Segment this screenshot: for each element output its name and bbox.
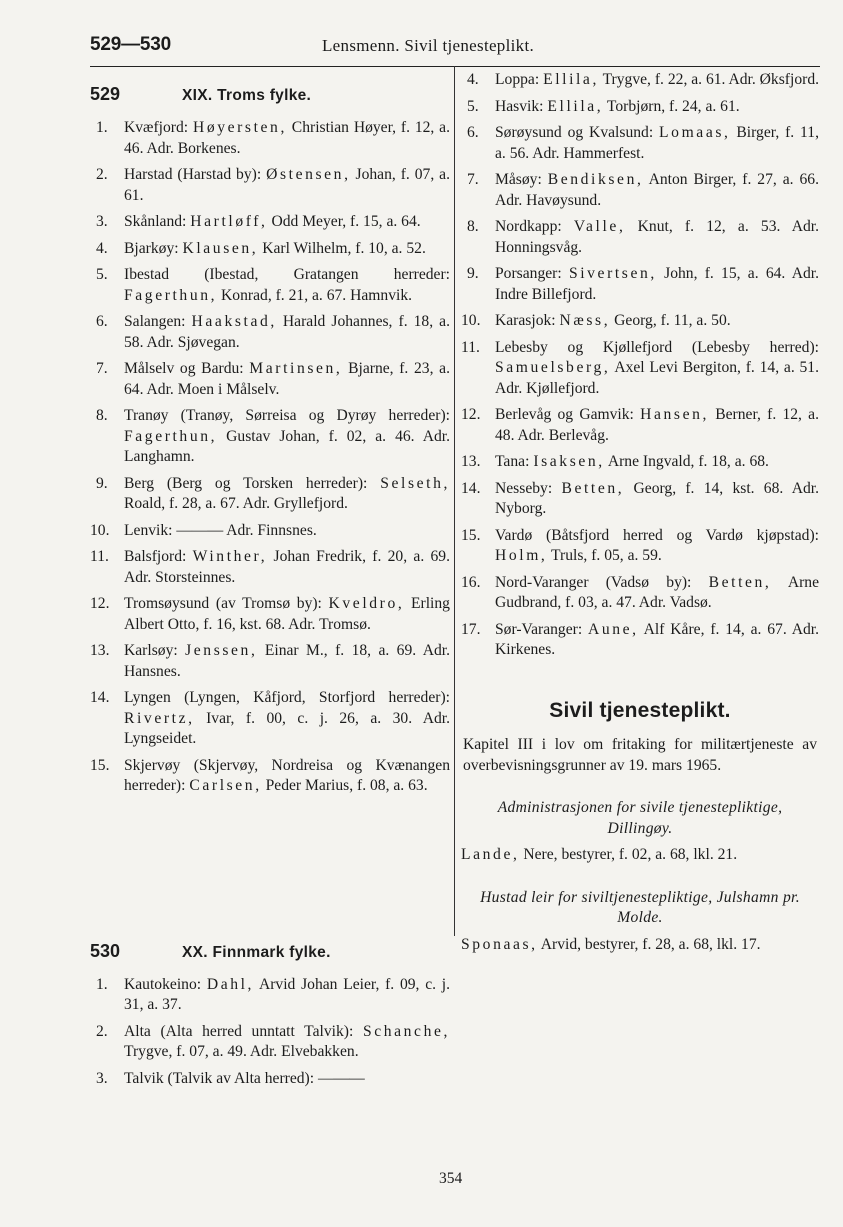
section-number: 529 [90, 84, 121, 104]
entry-details: Gustav Johan, f. 02, a. 46. Adr. Langhamn. [124, 427, 450, 465]
item-number: 5. [467, 97, 479, 115]
item-number: 12. [90, 595, 110, 612]
item-number: 10. [90, 521, 110, 539]
district-name: Balsfjord: [124, 548, 187, 565]
item-number: 12. [461, 406, 481, 423]
district-name: Berg (Berg og Torsken herreder): [124, 474, 368, 492]
district-name: Karasjok: [495, 312, 556, 329]
entry-details: Georg, f. 11, a. 50. [614, 312, 731, 329]
person-name: Fagerthun, [124, 427, 218, 445]
list-item [90, 688, 450, 750]
list-item [461, 70, 819, 91]
item-number: 15. [90, 756, 110, 774]
person-name: Fagerthun, [124, 286, 218, 304]
person-name: Dahl, [206, 975, 255, 993]
office-heading: Administrasjonen for sivile tjenestepliktige, Dillingøy. [497, 799, 783, 837]
person-name: Selseth, [380, 474, 450, 492]
list-item [90, 521, 450, 542]
list-item [90, 239, 450, 260]
entry-details: Arvid Johan Leier, f. 09, c. j. 31, a. 37. [124, 975, 450, 1013]
page-range: 529—530 [90, 34, 172, 55]
district-name: Berlevåg og Gamvik: [495, 406, 634, 423]
district-name: Bjarkøy: [124, 239, 179, 257]
list-item [461, 217, 819, 258]
list-item [90, 312, 450, 353]
list-item [90, 265, 450, 306]
list-item [461, 338, 819, 400]
entry-details: Harald Johannes, f. 18, a. 58. Adr. Sjøvegan. [124, 313, 450, 351]
list-item [461, 405, 819, 446]
item-number: 17. [461, 620, 481, 638]
office-entry [461, 845, 819, 866]
district-name: Harstad (Harstad by): [124, 166, 262, 183]
person-name: Sponaas, [461, 935, 538, 953]
person-name: Rivertz, [124, 709, 195, 727]
item-number: 9. [96, 474, 108, 492]
column-gap [90, 803, 450, 941]
entry-details: Berner, f. 12, a. 48. Adr. Berlevåg. [495, 406, 819, 444]
item-number: 14. [90, 689, 110, 706]
district-name: Tromsøysund (av Tromsø by): [124, 595, 322, 612]
person-name: Kveldro, [328, 595, 405, 612]
entry-details: ——— [317, 1069, 365, 1087]
item-number: 4. [96, 239, 108, 257]
district-name: Kautokeino: [124, 975, 202, 993]
column-divider [454, 66, 455, 936]
list-item [461, 452, 819, 473]
list-item [90, 359, 450, 400]
troms-list [90, 118, 450, 797]
district-name: Sør-Varanger: [495, 620, 583, 638]
entry-details: Birger, f. 11, a. 56. Adr. Hammerfest. [495, 124, 819, 162]
district-name: Salangen: [124, 313, 186, 330]
entry-details: Bjarne, f. 23, a. 64. Adr. Moen i Målselv. [124, 360, 450, 398]
person-name: Bendiksen, [547, 171, 644, 188]
district-name: Skjervøy (Skjervøy, Nordreisa og Kvænangen herreder): [124, 756, 450, 794]
list-item [90, 474, 450, 515]
person-name: Winther, [192, 548, 268, 565]
district-name: Porsanger: [495, 265, 562, 282]
entry-details: Torbjørn, f. 24, a. 61. [606, 97, 740, 115]
item-number: 8. [467, 218, 479, 235]
entry-details: Roald, f. 28, a. 67. Adr. Gryllefjord. [124, 495, 348, 512]
entry-details: Nere, bestyrer, f. 02, a. 68, lkl. 21. [523, 846, 738, 863]
person-name: Samuelsberg, [495, 359, 611, 376]
person-name: Hartløff, [190, 213, 268, 230]
section-heading-troms [90, 84, 450, 118]
list-item [90, 975, 450, 1016]
person-name: Lande, [461, 846, 520, 863]
list-item [461, 264, 819, 305]
list-item [461, 123, 819, 164]
district-name: Talvik (Talvik av Alta herred): [124, 1069, 315, 1087]
district-name: Tranøy (Tranøy, Sørreisa og Dyrøy herreder): [124, 407, 450, 424]
entry-details: Knut, f. 12, a. 53. Adr. Honningsvåg. [495, 218, 820, 256]
entry-details: Ivar, f. 00, c. j. 26, a. 30. Adr. Lyngseidet. [124, 709, 450, 747]
item-number: 6. [467, 124, 479, 141]
entry-details: Arne Gudbrand, f. 03, a. 47. Adr. Vadsø. [495, 573, 819, 611]
district-name: Kvæfjord: [124, 119, 189, 136]
district-name: Hasvik: [495, 97, 544, 115]
entry-details: Georg, f. 14, kst. 68. Adr. Nyborg. [495, 479, 819, 517]
entry-details: John, f. 15, a. 64. Adr. Indre Billefjord. [495, 265, 819, 303]
item-number: 8. [96, 407, 108, 424]
item-number: 2. [96, 166, 108, 183]
item-number: 11. [461, 338, 480, 356]
section-title: XIX. Troms fylke. [182, 87, 312, 104]
office-entry [461, 935, 819, 956]
person-name: Hansen, [640, 406, 709, 423]
entry-details: Trygve, f. 22, a. 61. Adr. Øksfjord. [602, 71, 820, 88]
district-name: Lyngen (Lyngen, Kåfjord, Storfjord herreder): [124, 689, 450, 706]
item-number: 3. [96, 213, 108, 230]
district-name: Vardø (Båtsfjord herred og Vardø kjøpstad): [495, 526, 819, 544]
district-name: Alta (Alta herred unntatt Talvik): [124, 1022, 354, 1040]
item-number: 7. [467, 171, 479, 188]
person-name: Haakstad, [191, 313, 277, 330]
person-name: Østensen, [266, 166, 351, 183]
list-item [461, 97, 819, 118]
civil-service-heading: Sivil tjenesteplikt. [549, 698, 731, 722]
district-name: Ibestad (Ibestad, Gratangen herreder: [124, 266, 450, 283]
item-number: 15. [461, 526, 481, 544]
section-heading-finnmark [90, 941, 450, 975]
entry-details: Einar M., f. 18, a. 69. Adr. Hansnes. [124, 642, 450, 680]
list-item [461, 526, 819, 567]
entry-details: Anton Birger, f. 27, a. 66. Adr. Havøysund. [495, 171, 819, 209]
list-item [461, 573, 819, 614]
item-number: 1. [96, 119, 108, 136]
item-number: 9. [467, 265, 479, 282]
district-name: Nord-Varanger (Vadsø by): [495, 573, 692, 591]
entry-details: Erling Albert Otto, f. 16, kst. 68. Adr. Tromsø. [124, 595, 450, 633]
left-column [90, 84, 450, 1095]
district-name: Målselv og Bardu: [124, 360, 244, 377]
list-item [90, 406, 450, 468]
person-name: Betten, [708, 573, 772, 591]
entry-details: Arne Ingvald, f. 18, a. 68. [607, 453, 769, 470]
list-item [90, 1022, 450, 1063]
district-name: Sørøysund og Kvalsund: [495, 124, 654, 141]
list-item [461, 620, 819, 661]
entry-details: Trygve, f. 07, a. 49. Adr. Elvebakken. [124, 1043, 359, 1060]
entry-details: Odd Meyer, f. 15, a. 64. [271, 213, 421, 230]
page-header [90, 34, 820, 64]
item-number: 10. [461, 312, 481, 329]
office-hustad [461, 888, 819, 956]
page-number: 354 [439, 1170, 463, 1187]
person-name: Betten, [561, 479, 625, 497]
person-name: Klausen, [182, 239, 259, 257]
item-number: 11. [90, 548, 109, 565]
district-name: Lenvik: [124, 521, 173, 539]
entry-details: Konrad, f. 21, a. 67. Hamnvik. [221, 286, 413, 304]
person-name: Aune, [588, 620, 639, 638]
district-name: Måsøy: [495, 171, 542, 188]
right-column [461, 70, 819, 955]
item-number: 7. [96, 360, 108, 377]
list-item [90, 547, 450, 588]
person-name: Lomaas, [659, 124, 731, 141]
item-number: 4. [467, 71, 479, 88]
person-name: Schanche, [362, 1022, 450, 1040]
item-number: 14. [461, 479, 481, 497]
district-name: Nesseby: [495, 479, 553, 497]
office-heading: Hustad leir for siviltjenestepliktige, Julshamn pr. Molde. [480, 888, 800, 926]
list-item [461, 170, 819, 211]
section-number: 530 [90, 940, 121, 961]
item-number: 5. [96, 266, 108, 283]
item-number: 13. [90, 642, 110, 659]
district-name: Loppa: [495, 71, 540, 88]
item-number: 1. [96, 975, 108, 993]
person-name: Sivertsen, [568, 265, 657, 282]
person-name: Høyersten, [192, 119, 287, 136]
header-rule [90, 66, 820, 67]
list-item [90, 212, 450, 233]
entry-details: ——— Adr. Finnsnes. [176, 521, 317, 539]
entry-details: Karl Wilhelm, f. 10, a. 52. [262, 239, 426, 257]
district-name: Skånland: [124, 213, 187, 230]
item-number: 2. [96, 1022, 108, 1040]
item-number: 3. [96, 1069, 108, 1087]
person-name: Holm, [495, 547, 548, 564]
item-number: 6. [96, 313, 108, 330]
list-item [461, 311, 819, 332]
entry-details: Johan, f. 07, a. 61. [124, 166, 450, 204]
person-name: Ellila, [547, 97, 604, 115]
list-item [90, 1069, 450, 1090]
finnmark-list-left [90, 975, 450, 1090]
list-item [90, 594, 450, 635]
entry-details: Axel Levi Bergiton, f. 14, a. 51. Adr. Kjøllefjord. [495, 359, 819, 397]
list-item [90, 756, 450, 797]
person-name: Isaksen, [533, 453, 605, 470]
list-item [90, 118, 450, 159]
civil-service-intro: Kapitel III i lov om fritaking for militærtjeneste av overbevisningsgrunner av 19. mars 1965. [463, 736, 817, 774]
person-name: Næss, [559, 312, 611, 329]
entry-details: Truls, f. 05, a. 59. [551, 547, 662, 564]
person-name: Valle, [573, 218, 626, 235]
running-title: Lensmenn. Sivil tjenesteplikt. [322, 36, 535, 55]
district-name: Nordkapp: [495, 218, 562, 235]
entry-details: Christian Høyer, f. 12, a. 46. Adr. Borkenes. [124, 119, 450, 157]
person-name: Jenssen, [185, 642, 258, 659]
entry-details: Johan Fredrik, f. 20, a. 69. Adr. Storsteinnes. [124, 548, 451, 586]
district-name: Karlsøy: [124, 642, 178, 659]
list-item [90, 165, 450, 206]
list-item [461, 479, 819, 520]
entry-details: Arvid, bestyrer, f. 28, a. 68, lkl. 17. [540, 935, 761, 953]
item-number: 13. [461, 453, 481, 470]
finnmark-list-right [461, 70, 819, 661]
item-number: 16. [461, 573, 481, 591]
district-name: Tana: [495, 453, 530, 470]
office-administration [461, 798, 819, 866]
district-name: Lebesby og Kjøllefjord (Lebesby herred): [495, 338, 819, 356]
entry-details: Alf Kåre, f. 14, a. 67. Adr. Kirkenes. [495, 620, 819, 658]
person-name: Martinsen, [249, 360, 343, 377]
entry-details: Peder Marius, f. 08, a. 63. [265, 777, 428, 794]
person-name: Ellila, [543, 71, 599, 88]
person-name: Carlsen, [189, 777, 262, 794]
list-item [90, 641, 450, 682]
section-title: XX. Finnmark fylke. [182, 943, 331, 961]
